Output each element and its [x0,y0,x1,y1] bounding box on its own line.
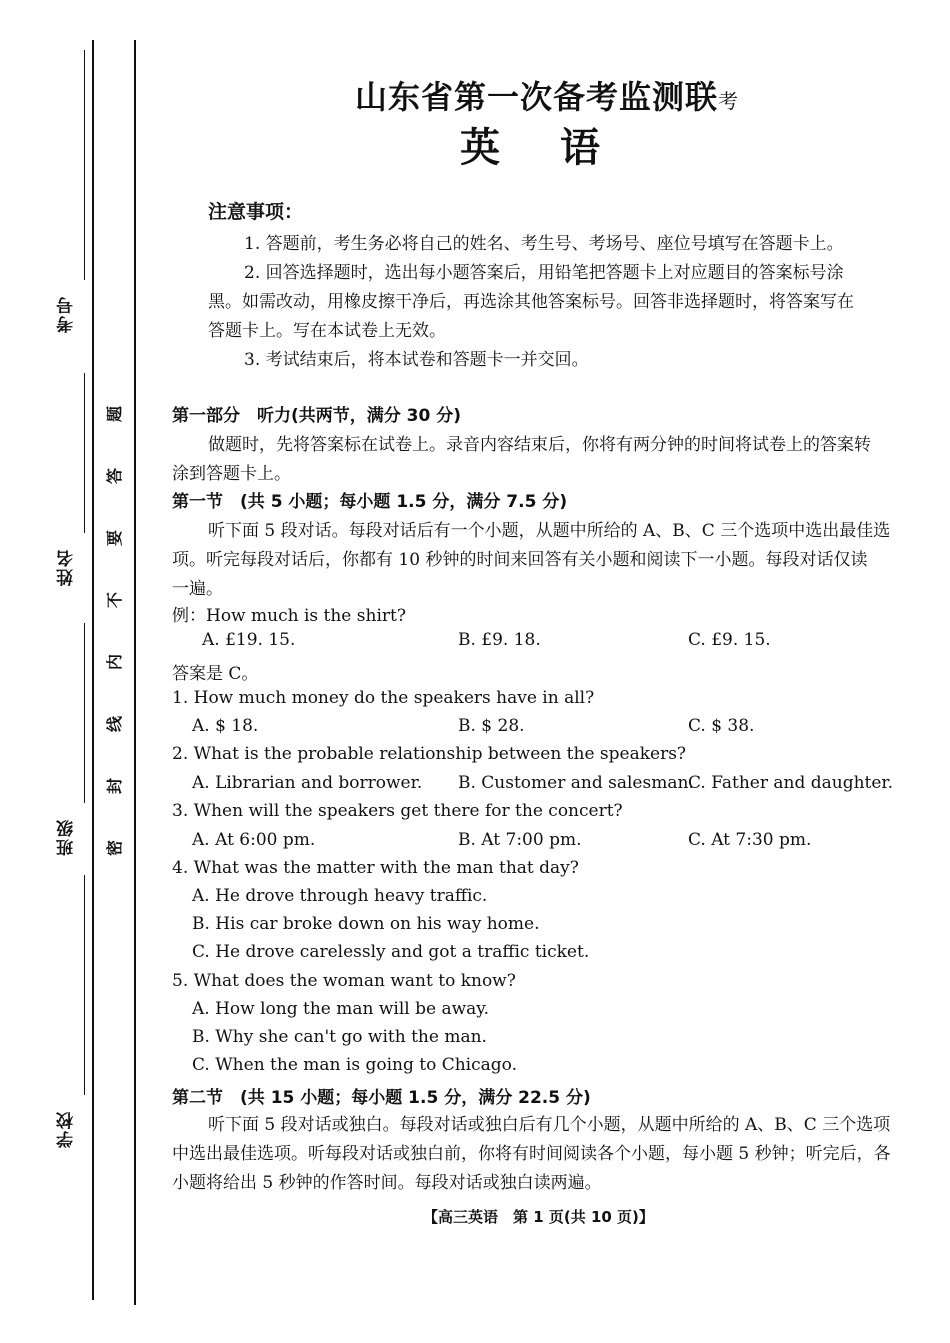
seal-char: 密 [104,839,124,857]
question-5: 5. What does the woman want to know? [172,971,516,991]
question-1-option-c: C. $ 38. [688,716,755,736]
seal-char: 要 [104,529,124,547]
page-footer: 【高三英语 第 1 页(共 10 页)】 [423,1208,654,1226]
question-2-option-b: B. Customer and salesman. [458,773,694,793]
question-2-option-c: C. Father and daughter. [688,773,894,793]
question-5-option-a: A. How long the man will be away. [192,999,490,1019]
question-4: 4. What was the matter with the man that day? [172,858,579,878]
section1-heading: 第一节 (共 5 小题；每小题 1.5 分，满分 7.5 分) [172,492,568,512]
field-line-exam-number[interactable] [84,50,85,280]
note-item-2-line-3: 答题卡上。写在本试卷上无效。 [208,321,446,341]
seal-char: 题 [104,405,124,423]
exam-title-main: 山东省第一次备考监测联 [355,78,719,116]
question-3-option-a: A. At 6:00 pm. [192,830,316,850]
question-3: 3. When will the speakers get there for the concert? [172,801,623,821]
note-item-3: 3. 考试结束后，将本试卷和答题卡一并交回。 [244,350,589,370]
seal-warning [100,404,130,900]
seal-char: 线 [104,715,124,733]
section1-intro-line-1: 听下面 5 段对话。每段对话后有一个小题，从题中所给的 A、B、C 三个选项中选出最佳选 [208,521,891,541]
note-item-1: 1. 答题前，考生务必将自己的姓名、考生号、考场号、座位号填写在答题卡上。 [244,234,844,254]
example-question: 例：How much is the shirt? [172,606,406,626]
section1-intro-line-3: 一遍。 [172,579,223,599]
exam-title [355,72,739,118]
field-class [54,818,94,878]
question-4-option-b: B. His car broke down on his way home. [192,914,540,934]
section2-intro-line-3: 小题将给出 5 秒钟的作答时间。每段对话或独白读两遍。 [172,1173,602,1193]
field-label-class: 班级 [57,818,77,856]
question-1-option-b: B. $ 28. [458,716,525,736]
part1-intro-line-2: 涂到答题卡上。 [172,464,291,484]
notes-heading: 注意事项： [208,201,304,223]
note-item-2-line-1: 2. 回答选择题时，选出每小题答案后，用铅笔把答题卡上对应题目的答案标号涂 [244,263,844,283]
section2-intro-line-1: 听下面 5 段对话或独白。每段对话或独白后有几个小题，从题中所给的 A、B、C 三个选项 [208,1115,891,1135]
exam-title-tail: 考 [718,89,740,113]
field-label-exam-number: 考号 [57,295,77,333]
part1-heading: 第一部分 听力(共两节，满分 30 分) [172,406,462,426]
field-school [54,1110,94,1170]
part1-intro-line-1: 做题时，先将答案标在试卷上。录音内容结束后，你将有两分钟的时间将试卷上的答案转 [208,435,871,455]
question-3-option-b: B. At 7:00 pm. [458,830,582,850]
field-label-school: 学校 [57,1110,77,1148]
field-line-name[interactable] [84,373,85,533]
seal-char: 不 [104,591,124,609]
question-5-option-b: B. Why she can't go with the man. [192,1027,487,1047]
field-line-school[interactable] [84,875,85,1095]
question-5-option-c: C. When the man is going to Chicago. [192,1055,517,1075]
seal-char: 内 [104,653,124,671]
question-2: 2. What is the probable relationship between the speakers? [172,744,687,764]
field-line-class[interactable] [84,623,85,803]
section1-intro-line-2: 项。听完每段对话后，你都有 10 秒钟的时间来回答有关小题和阅读下一小题。每段对话仅读 [172,550,868,570]
question-2-option-a: A. Librarian and borrower. [192,773,423,793]
field-name [54,548,94,608]
subject-title: 英语 [460,125,660,171]
question-3-option-c: C. At 7:30 pm. [688,830,812,850]
section2-intro-line-2: 中选出最佳选项。听每段对话或独白前，你将有时间阅读各个小题，每小题 5 秒钟；听完后，各 [172,1144,891,1164]
example-answer: 答案是 C。 [172,664,259,684]
note-item-2-line-2: 黑。如需改动，用橡皮擦干净后，再选涂其他答案标号。回答非选择题时，将答案写在 [208,292,854,312]
question-4-option-c: C. He drove carelessly and got a traffic ticket. [192,942,590,962]
binding-line-inner [134,40,136,1305]
seal-char: 答 [104,467,124,485]
example-option-a: A. £19. 15. [202,630,296,650]
section2-heading: 第二节 (共 15 小题；每小题 1.5 分，满分 22.5 分) [172,1088,591,1108]
question-1: 1. How much money do the speakers have in all? [172,688,595,708]
example-option-c: C. £9. 15. [688,630,771,650]
seal-char: 封 [104,777,124,795]
question-4-option-a: A. He drove through heavy traffic. [192,886,488,906]
example-option-b: B. £9. 18. [458,630,541,650]
field-label-name: 姓名 [57,548,77,586]
question-1-option-a: A. $ 18. [192,716,259,736]
